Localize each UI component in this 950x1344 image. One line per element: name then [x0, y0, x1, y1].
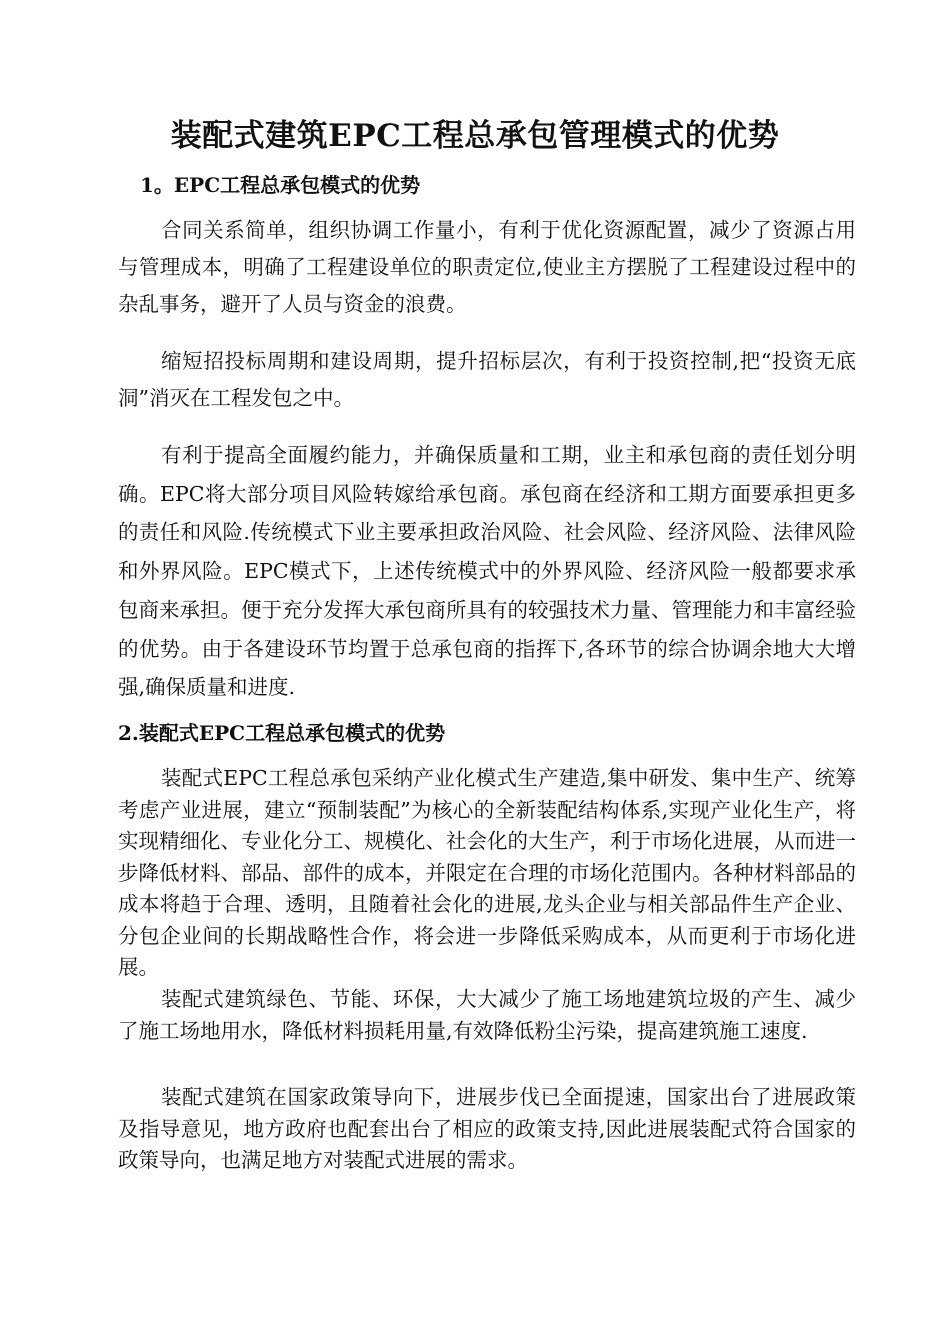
- section-1-paragraph-1: 合同关系简单，组织协调工作量小，有利于优化资源配置，减少了资源占用与管理成本，明确了工程建设单位的职责定位,使业主方摆脱了工程建设过程中的杂乱事务，避开了人员与资金的浪费。: [118, 218, 856, 316]
- section-2-heading: 2.装配式EPC工程总承包模式的优势: [118, 721, 446, 745]
- section-1-paragraph-2: 缩短招投标周期和建设周期，提升招标层次，有利于投资控制,把“投资无底洞”消灭在工程发包之中。: [118, 349, 856, 410]
- section-2-paragraph-3: 装配式建筑在国家政策导向下，进展步伐已全面提速，国家出台了进展政策及指导意见，地方政府也配套出台了相应的政策支持,因此进展装配式符合国家的政策导向，也满足地方对装配式进展的需求。: [118, 1085, 856, 1172]
- section-1-heading: 1。EPC工程总承包模式的优势: [140, 173, 421, 197]
- section-2-paragraph-1: 装配式EPC工程总承包采纳产业化模式生产建造,集中研发、集中生产、统筹考虑产业进展，建立“预制装配”为核心的全新装配结构体系,实现产业化生产，将实现精细化、专业化分工、规模化、社会化的大生产，利于市场化进展，从而进一步降低材料、部品、部件的成本，并限定在合理的市场化范围内。各种材料部品的成本将趋于合理、透明，且随着社会化的进展,龙头企业与相关部品件生产企业、分包企业间的长期战略性合作，将会进一步降低采购成本，从而更利于市场化进展。: [118, 766, 856, 979]
- document-title: 装配式建筑EPC工程总承包管理模式的优势: [170, 118, 780, 154]
- section-2-paragraph-2: 装配式建筑绿色、节能、环保，大大减少了施工场地建筑垃圾的产生、减少了施工场地用水，降低材料损耗用量,有效降低粉尘污染，提高建筑施工速度.: [118, 987, 856, 1043]
- section-1-paragraph-3: 有利于提高全面履约能力，并确保质量和工期，业主和承包商的责任划分明确。EPC将大部分项目风险转嫁给承包商。承包商在经济和工期方面要承担更多的责任和风险.传统模式下业主要承担政治风险、社会风险、经济风险、法律风险和外界风险。EPC模式下，上述传统模式中的外界风险、经济风险一般都要求承包商来承担。便于充分发挥大承包商所具有的较强技术力量、管理能力和丰富经验的优势。由于各建设环节均置于总承包商的指挥下,各环节的综合协调余地大大增强,确保质量和进度.: [118, 443, 856, 700]
